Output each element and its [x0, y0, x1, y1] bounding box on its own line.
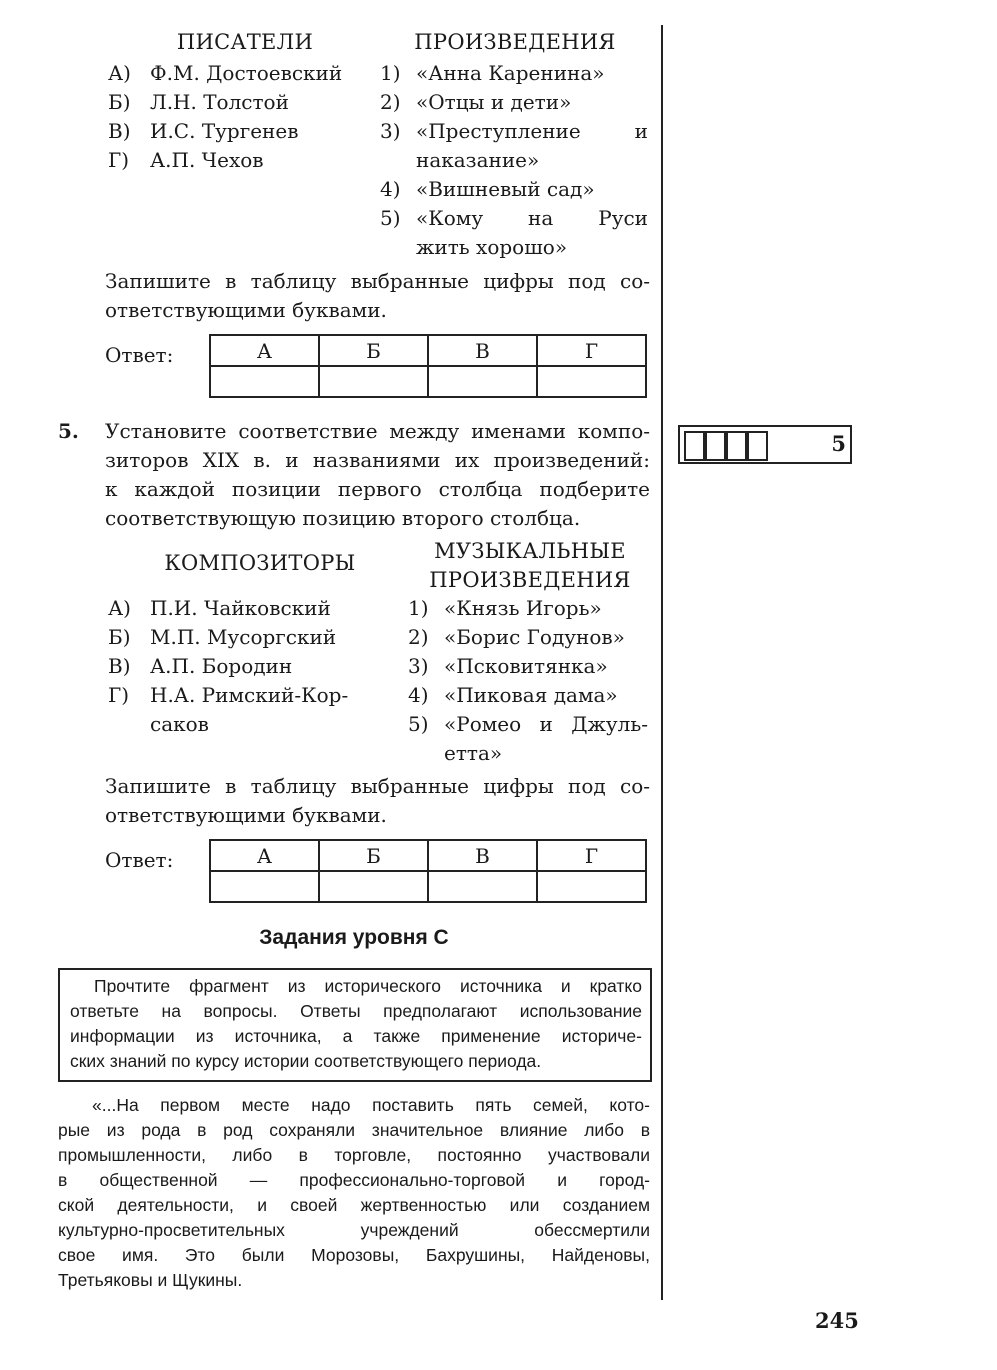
- list-item: [408, 623, 648, 652]
- instruction-line: ответствующими буквами.: [105, 298, 387, 322]
- writers-list: [108, 59, 342, 175]
- item-letter: Г): [108, 148, 130, 172]
- answer-table: [209, 334, 647, 398]
- instruction-line: Прочтите фрагмент из исторического источника и кратко: [94, 976, 642, 996]
- list-item: [380, 88, 648, 117]
- item-number: 4): [408, 683, 429, 707]
- task-number: 5.: [58, 419, 79, 443]
- work-title: «Борис Годунов»: [444, 625, 625, 649]
- answer-label: Ответ:: [105, 343, 174, 367]
- list-item: [380, 117, 648, 146]
- work-title: «Преступление и: [416, 119, 648, 143]
- writers-column-header: ПИСАТЕЛИ: [176, 30, 314, 54]
- source-line: Третьяковы и Щукины.: [58, 1270, 243, 1290]
- list-item: [408, 681, 648, 710]
- list-item: [108, 117, 342, 146]
- source-line: «...На первом месте надо поставить пять семей, кото-: [92, 1095, 650, 1115]
- list-item: [108, 681, 348, 710]
- list-item: [408, 594, 648, 623]
- item-number: 3): [408, 654, 429, 678]
- answer-cell-a[interactable]: [210, 871, 319, 902]
- answer-header-a: А: [210, 335, 319, 366]
- item-letter: В): [108, 654, 131, 678]
- writer-name: Л.Н. Толстой: [150, 90, 289, 114]
- answer-cell-b[interactable]: [319, 871, 428, 902]
- item-letter: Б): [108, 90, 131, 114]
- code-cell[interactable]: [705, 431, 726, 461]
- composer-name: П.И. Чайковский: [150, 596, 331, 620]
- answer-header-g: Г: [537, 335, 646, 366]
- composer-name-continued: саков: [150, 712, 209, 736]
- work-title: «Пиковая дама»: [444, 683, 618, 707]
- work-title: «Кому на Руси: [416, 206, 648, 230]
- answer-cell-a[interactable]: [210, 366, 319, 397]
- composer-name: А.П. Бородин: [150, 654, 293, 678]
- task-points-number: 5: [831, 431, 846, 456]
- answer-code-box[interactable]: [678, 425, 852, 464]
- code-cell[interactable]: [684, 431, 705, 461]
- question-line: соответствующую позицию второго столбца.: [105, 506, 581, 530]
- task-4-instruction: [105, 267, 650, 325]
- answer-header-b: Б: [319, 840, 428, 871]
- musical-works-column-header: [400, 537, 660, 595]
- composers-column-header: КОМПОЗИТОРЫ: [164, 551, 356, 575]
- answer-header-v: В: [428, 335, 537, 366]
- list-item: [108, 594, 348, 623]
- instructions-box: [58, 968, 652, 1082]
- header-line: МУЗЫКАЛЬНЫЕ: [434, 539, 626, 563]
- instruction-line: ответьте на вопросы. Ответы предполагают использование: [70, 1001, 642, 1021]
- answer-cell-b[interactable]: [319, 366, 428, 397]
- answer-table: [209, 839, 647, 903]
- answer-cell-v[interactable]: [428, 871, 537, 902]
- item-number: 2): [380, 90, 401, 114]
- source-line: в общественной — профессионально-торговой и город-: [58, 1170, 650, 1190]
- source-line: промышленности, либо в торговле, постоянно участвовали: [58, 1145, 650, 1165]
- code-cell[interactable]: [726, 431, 747, 461]
- answer-header-a: А: [210, 840, 319, 871]
- list-item: [380, 59, 648, 88]
- page-number: 245: [815, 1308, 859, 1333]
- writer-name: А.П. Чехов: [150, 148, 264, 172]
- source-line: культурно-просветительных учреждений обессмертили: [58, 1220, 650, 1240]
- instruction-line: ответствующими буквами.: [105, 803, 387, 827]
- header-line: ПРОИЗВЕДЕНИЯ: [429, 568, 631, 592]
- item-number: 3): [380, 119, 401, 143]
- question-line: к каждой позиции первого столбца подберите: [105, 477, 650, 501]
- list-item: [108, 88, 342, 117]
- code-cell[interactable]: [747, 431, 768, 461]
- work-title-continued: етта»: [444, 741, 503, 765]
- section-title: Задания уровня С: [259, 926, 449, 949]
- work-title: «Отцы и дети»: [416, 90, 572, 114]
- margin-divider-line: [661, 25, 663, 1300]
- historical-source-text: [58, 1093, 650, 1293]
- item-number: 4): [380, 177, 401, 201]
- source-line: рые из рода в род сохраняли значительное влияние либо в: [58, 1120, 650, 1140]
- answer-cell-g[interactable]: [537, 871, 646, 902]
- instruction-line: ских знаний по курсу истории соответствующего периода.: [70, 1051, 542, 1071]
- answer-header-v: В: [428, 840, 537, 871]
- list-item: [380, 175, 648, 204]
- work-title-continued: наказание»: [416, 148, 540, 172]
- answer-cell-g[interactable]: [537, 366, 646, 397]
- item-number: 2): [408, 625, 429, 649]
- source-line: ской деятельности, и своей жертвенностью или созданием: [58, 1195, 650, 1215]
- instruction-line: информации из источника, а также применение историче-: [70, 1026, 642, 1046]
- work-title: «Псковитянка»: [444, 654, 608, 678]
- item-number: 5): [408, 712, 429, 736]
- question-line: Установите соответствие между именами компо-: [105, 419, 650, 443]
- answer-label: Ответ:: [105, 848, 174, 872]
- works-column-header: ПРОИЗВЕДЕНИЯ: [414, 30, 616, 54]
- task-5-instruction: [105, 772, 650, 830]
- item-letter: А): [108, 596, 131, 620]
- list-item: [108, 146, 342, 175]
- item-letter: А): [108, 61, 131, 85]
- composers-list: [108, 594, 348, 739]
- writer-name: И.С. Тургенев: [150, 119, 299, 143]
- item-number: 1): [408, 596, 429, 620]
- answer-header-g: Г: [537, 840, 646, 871]
- question-line: зиторов XIX в. и названиями их произведений:: [105, 448, 650, 472]
- musical-works-list: [408, 594, 648, 768]
- answer-cell-v[interactable]: [428, 366, 537, 397]
- work-title: «Ромео и Джуль-: [444, 712, 648, 736]
- work-title: «Князь Игорь»: [444, 596, 602, 620]
- answer-header-b: Б: [319, 335, 428, 366]
- list-item: [408, 710, 648, 739]
- list-item: [108, 623, 348, 652]
- item-letter: Б): [108, 625, 131, 649]
- work-title-continued: жить хорошо»: [416, 235, 568, 259]
- item-letter: Г): [108, 683, 130, 707]
- list-item: [380, 204, 648, 233]
- work-title: «Анна Каренина»: [416, 61, 605, 85]
- instruction-line: Запишите в таблицу выбранные цифры под со-: [105, 269, 650, 293]
- list-item: [108, 652, 348, 681]
- item-number: 1): [380, 61, 401, 85]
- list-item: [408, 652, 648, 681]
- item-letter: В): [108, 119, 131, 143]
- item-number: 5): [380, 206, 401, 230]
- composer-name: М.П. Мусоргский: [150, 625, 337, 649]
- work-title: «Вишневый сад»: [416, 177, 595, 201]
- works-list: [380, 59, 648, 262]
- task-5-question: [105, 417, 650, 533]
- composer-name: Н.А. Римский-Кор-: [150, 683, 349, 707]
- instruction-line: Запишите в таблицу выбранные цифры под со-: [105, 774, 650, 798]
- writer-name: Ф.М. Достоевский: [150, 61, 343, 85]
- source-line: свое имя. Это были Морозовы, Бахрушины, Найденовы,: [58, 1245, 650, 1265]
- list-item: [108, 59, 342, 88]
